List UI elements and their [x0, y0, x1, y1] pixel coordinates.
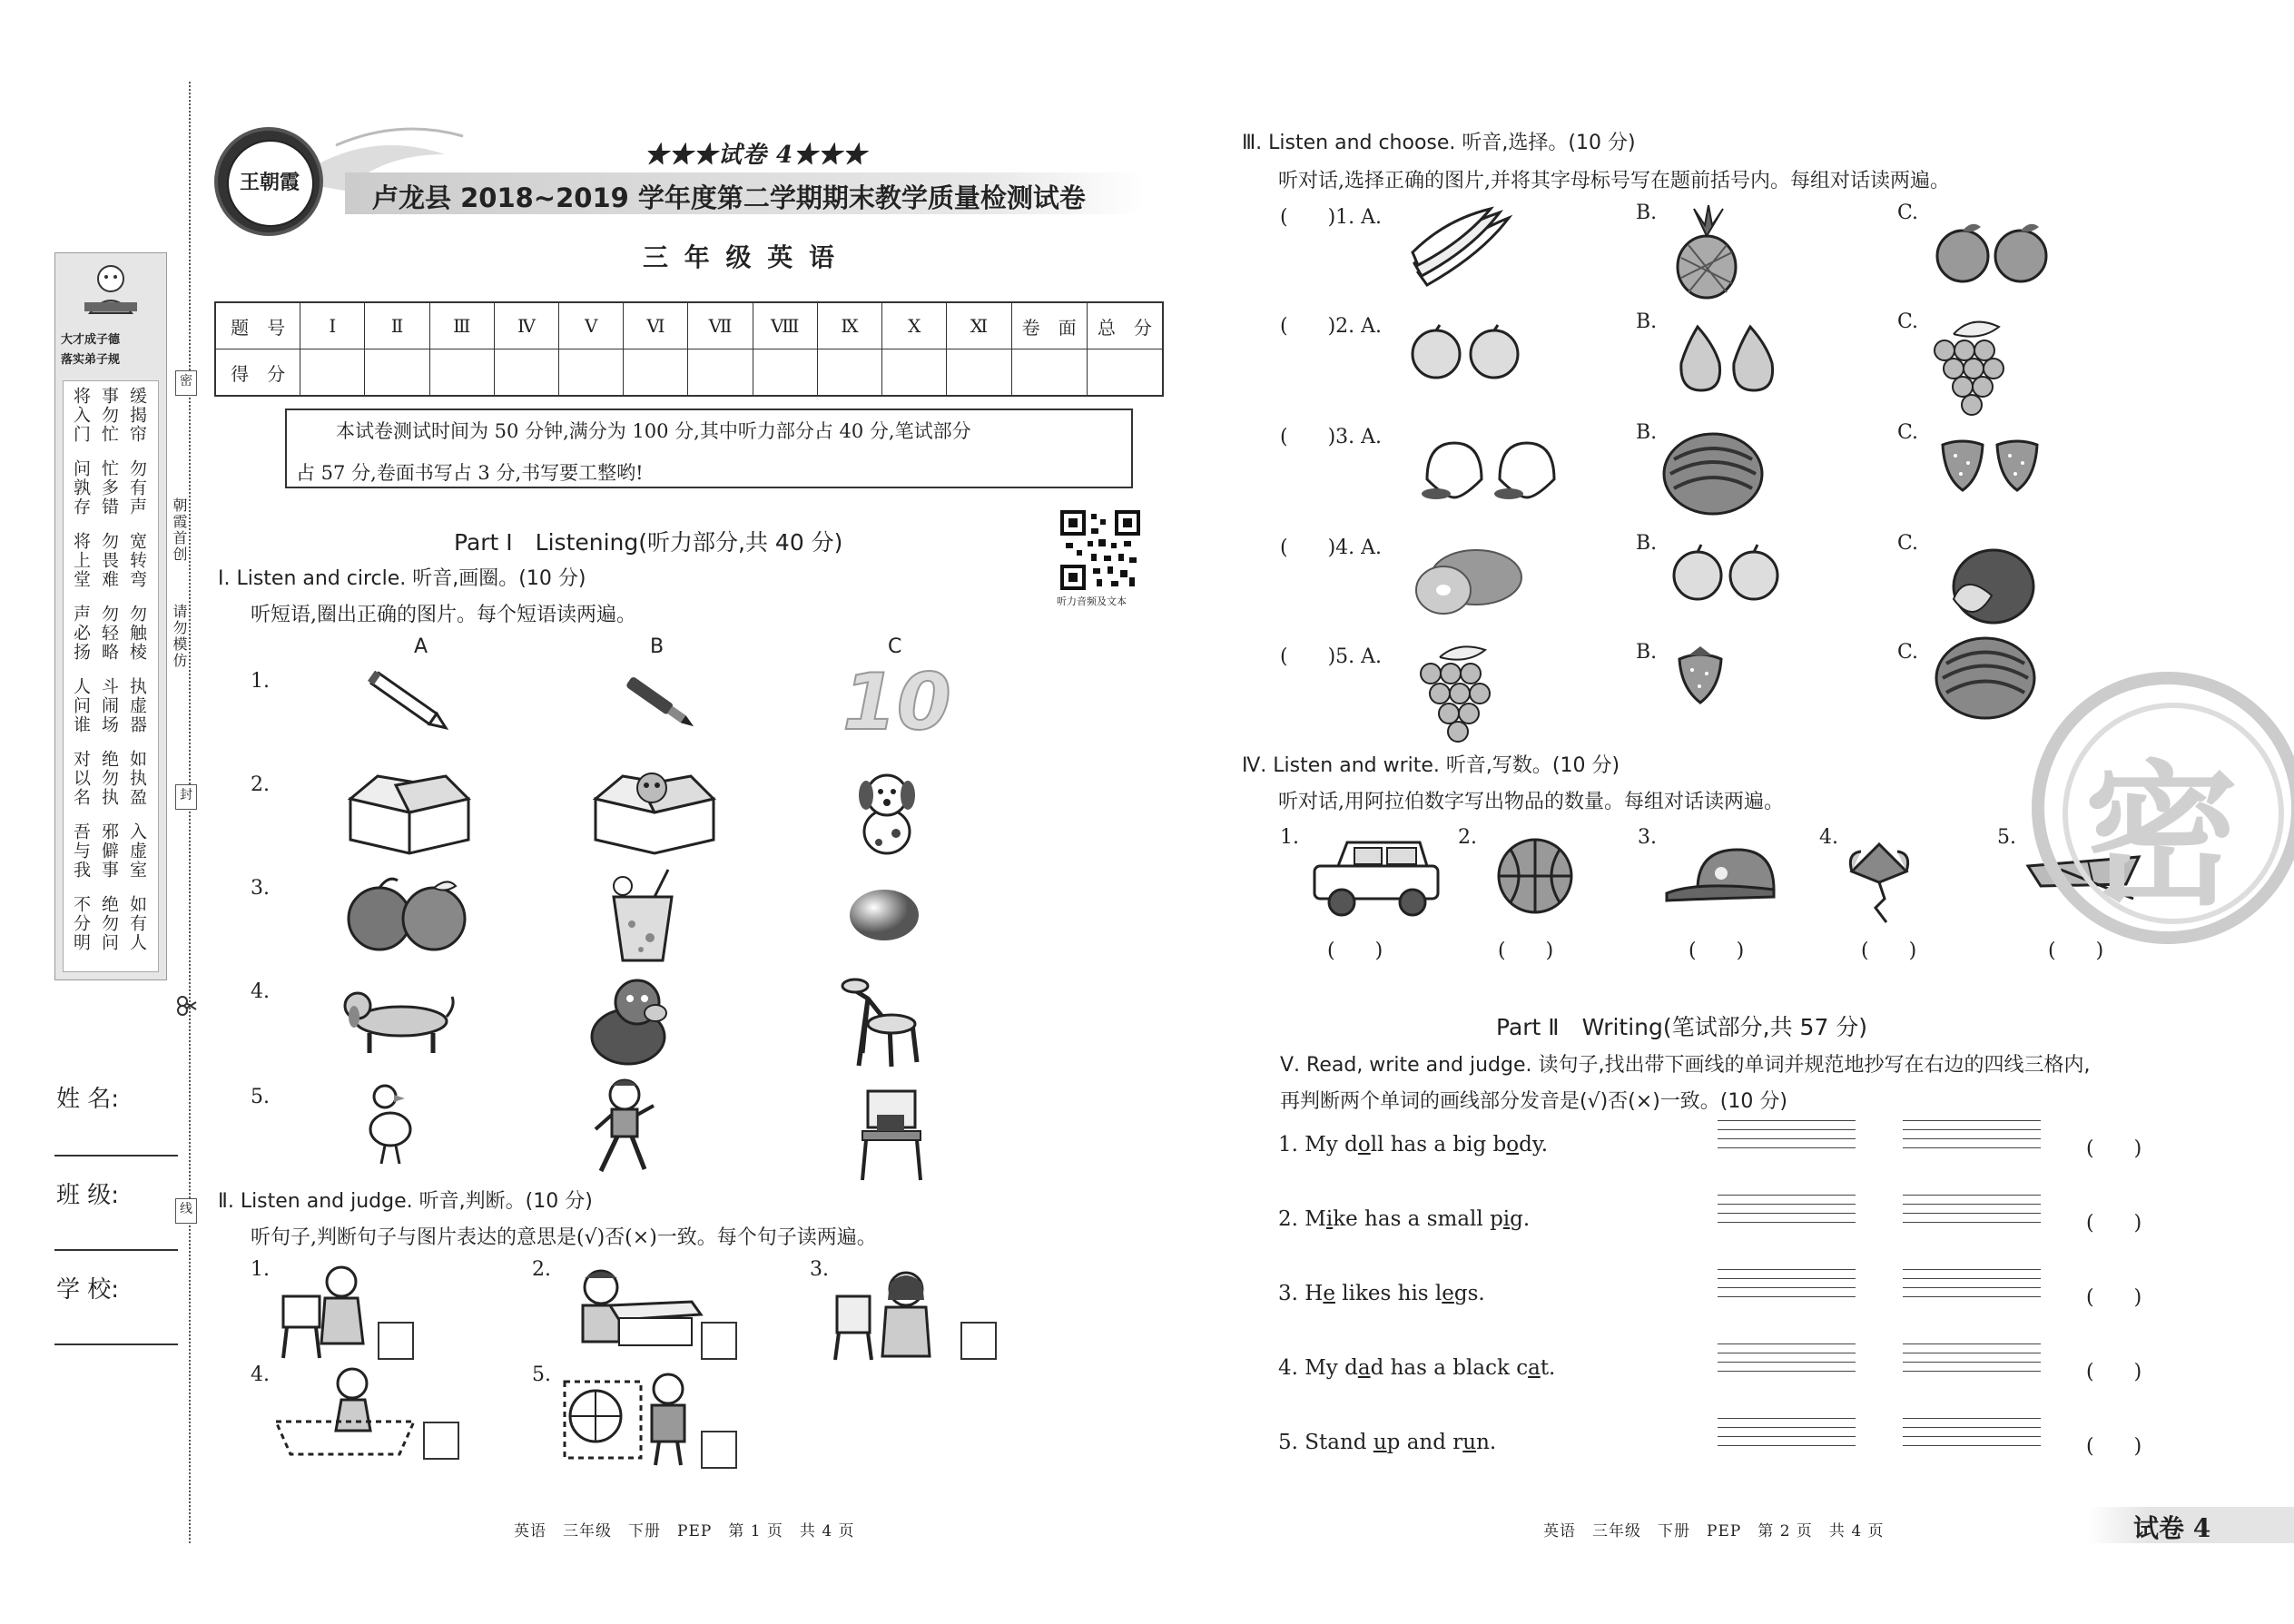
name-field[interactable] [54, 1155, 178, 1156]
sentence-text: p [1490, 1207, 1503, 1231]
score-header-cell: 题 号 [215, 302, 300, 349]
motto-column: 忙多错 [99, 459, 119, 517]
judge-answer-5[interactable]: ( ) [2086, 1435, 2142, 1458]
col-header-b: B [650, 635, 665, 658]
boy-at-desk-icon [556, 1269, 701, 1360]
score-row-label: 得 分 [215, 349, 300, 397]
motto-column: 邪僻事 [99, 822, 119, 880]
write-num-3: 3. [1638, 826, 1657, 849]
boy-with-ball-icon [559, 1369, 695, 1469]
score-cell[interactable] [882, 349, 947, 397]
option-c-label: C. [1897, 202, 1919, 224]
kite-icon[interactable] [1843, 835, 1915, 926]
sec1-instructions: 听短语,圈出正确的图片。每个短语读两遍。 [251, 604, 636, 626]
motto-column: 绝勿执 [99, 750, 119, 807]
underlined-letter: a [1357, 1356, 1371, 1380]
motto-column: 如有人 [127, 895, 147, 952]
motto-column: 缓揭帘 [127, 387, 147, 444]
option-b-label: B. [1636, 202, 1658, 224]
name-label: 姓 名: [56, 1086, 120, 1113]
write-num-5: 5. [1997, 826, 2016, 849]
sentence-text: d has a black [1370, 1356, 1517, 1380]
school-label: 学 校: [56, 1276, 120, 1304]
exam-title: 卢龙县 2018~2019 学年度第二学期期末教学质量检测试卷 [372, 182, 1086, 213]
score-cell[interactable] [688, 349, 753, 397]
score-header-cell: Ⅴ [559, 302, 624, 349]
sentence-4 [1278, 1356, 1555, 1380]
sec2-title: Ⅱ. Listen and judge. 听音,判断。(10 分) [218, 1190, 593, 1213]
score-cell[interactable] [1011, 349, 1087, 397]
sentence-text: n. [1476, 1431, 1497, 1454]
cut-mark-2: 封 [175, 784, 197, 810]
motto-column: 斗闹场 [99, 677, 119, 734]
four-line-writing-grid[interactable] [1718, 1418, 1856, 1454]
score-header-cell: 总 分 [1087, 302, 1163, 349]
egg-icon[interactable] [848, 888, 921, 942]
underlined-letter: i [1502, 1207, 1511, 1231]
score-header-cell: 卷 面 [1011, 302, 1087, 349]
score-cell[interactable] [817, 349, 881, 397]
four-line-writing-grid[interactable] [1718, 1195, 1856, 1231]
sentence-text: p and [1386, 1431, 1453, 1454]
two-pears-icon[interactable] [1670, 318, 1779, 394]
score-header-cell: Ⅰ [300, 302, 365, 349]
binding-dotted-line [189, 82, 191, 1543]
score-header-cell: Ⅶ [688, 302, 753, 349]
sentence-text: c [1516, 1356, 1529, 1380]
choose-question-4[interactable]: ( )4. A. [1280, 536, 1383, 559]
score-header-cell: Ⅷ [753, 302, 817, 349]
sentence-text: 3. [1278, 1282, 1305, 1305]
motto-panel [54, 252, 167, 980]
pencil-icon[interactable] [363, 670, 454, 733]
motto-heading-1: 大才成子德 [61, 333, 121, 347]
sec1-title: Ⅰ. Listen and circle. 听音,画圈。(10 分) [218, 567, 586, 590]
logo-badge [214, 127, 323, 236]
school-field[interactable] [54, 1343, 178, 1345]
four-line-writing-grid[interactable] [1718, 1269, 1856, 1305]
motto-column: 绝勿问 [99, 895, 119, 952]
basketball-icon[interactable] [1494, 835, 1576, 917]
score-cell[interactable] [753, 349, 817, 397]
motto-column: 问孰存 [71, 459, 91, 517]
col-header-a: A [414, 635, 428, 658]
grapes-icon-a[interactable] [1413, 641, 1494, 744]
sentence-3 [1278, 1282, 1485, 1305]
judge-num-4: 4. [251, 1363, 270, 1386]
score-header-cell: Ⅺ [947, 302, 1011, 349]
col-header-c: C [888, 635, 902, 658]
side-note-no-copy: 请勿模仿 [171, 604, 188, 669]
logo-text: 王朝霞 [239, 171, 300, 194]
choose-question-5[interactable]: ( )5. A. [1280, 645, 1383, 668]
sentence-text: b [1492, 1133, 1507, 1156]
grapes-icon[interactable] [1926, 314, 2008, 418]
two-oranges-icon-c[interactable] [1934, 220, 2052, 283]
sentence-text: d [1344, 1356, 1358, 1380]
notice-box [285, 408, 1133, 488]
write-num-1: 1. [1280, 826, 1299, 849]
sentence-text: 2. [1278, 1207, 1305, 1231]
sentence-text: g. [1510, 1207, 1531, 1231]
option-b-label: B. [1636, 532, 1658, 555]
row-num-2: 2. [251, 773, 270, 796]
score-cell[interactable] [365, 349, 429, 397]
four-line-writing-grid[interactable] [1718, 1343, 1856, 1380]
footer-right: 英语 三年级 下册 PEP 第 2 页 共 4 页 [1543, 1522, 1885, 1540]
kiwi-icon[interactable] [1407, 545, 1525, 617]
score-header-cell: Ⅵ [624, 302, 688, 349]
part2-title: Part Ⅱ Writing(笔试部分,共 57 分) [1496, 1014, 1868, 1040]
class-field[interactable] [54, 1249, 178, 1251]
underlined-letter: o [1357, 1133, 1371, 1156]
score-cell[interactable] [494, 349, 558, 397]
sentence-text: 4. My [1278, 1356, 1345, 1380]
score-cell[interactable] [559, 349, 624, 397]
chair-with-bag-icon[interactable] [855, 1088, 928, 1182]
greyhound-icon[interactable] [835, 971, 926, 1071]
chick-icon[interactable] [363, 1080, 418, 1166]
sentence-1 [1278, 1133, 1548, 1156]
judge-checkbox-4[interactable] [423, 1422, 459, 1460]
motto-column: 如执盈 [127, 750, 147, 807]
motto-column: 人问谁 [71, 677, 91, 734]
watermelon-icon-c[interactable] [1934, 635, 2037, 721]
sentence-text: M [1305, 1207, 1326, 1231]
juice-glass-icon[interactable] [605, 870, 681, 964]
underlined-letter: o [1506, 1133, 1520, 1156]
score-cell[interactable] [300, 349, 365, 397]
confidential-stamp [2032, 672, 2294, 944]
choose-question-1[interactable]: ( )1. A. [1280, 206, 1383, 229]
write-answer-1[interactable]: ( ) [1327, 940, 1383, 962]
score-header-cell: Ⅹ [882, 302, 947, 349]
choose-question-3[interactable]: ( )3. A. [1280, 426, 1383, 448]
score-header-cell: Ⅳ [494, 302, 558, 349]
judge-answer-1[interactable]: ( ) [2086, 1137, 2142, 1160]
row-num-4: 4. [251, 980, 270, 1003]
motto-column: 宽转弯 [127, 532, 147, 589]
sentence-5 [1278, 1431, 1496, 1454]
cut-mark-1: 密 [175, 370, 197, 396]
sec3-instructions: 听对话,选择正确的图片,并将其字母标号写在题前括号内。每组对话读两遍。 [1278, 170, 1950, 192]
judge-answer-2[interactable]: ( ) [2086, 1212, 2142, 1235]
motto-column: 勿畏难 [99, 532, 119, 589]
motto-column: 勿触棱 [127, 605, 147, 662]
option-b-label: B. [1636, 310, 1658, 333]
two-peaches-icon[interactable] [1409, 434, 1563, 503]
underlined-letter: e [1323, 1282, 1335, 1305]
row-num-1: 1. [251, 670, 270, 693]
sentence-text: r [1452, 1431, 1463, 1454]
judge-num-2: 2. [532, 1258, 551, 1281]
sentence-text: dy. [1519, 1133, 1549, 1156]
option-b-label: B. [1636, 641, 1658, 664]
four-line-writing-grid[interactable] [1718, 1120, 1856, 1156]
underlined-letter: a [1528, 1356, 1541, 1380]
watermelon-icon[interactable] [1661, 432, 1765, 516]
motto-column: 对以名 [71, 750, 91, 807]
sentence-text: H [1305, 1282, 1324, 1305]
scissors-icon [176, 995, 198, 1017]
sec5-title: Ⅴ. Read, write and judge. 读句子,找出带下画线的单词并规范地抄写在右边的四线三格内, [1280, 1054, 2091, 1077]
write-num-4: 4. [1819, 826, 1838, 849]
strawberry-icon[interactable] [1676, 646, 1725, 704]
footer-tab-label: 试卷 4 [2133, 1513, 2211, 1543]
score-cell[interactable] [1087, 349, 1163, 397]
exam-subtitle: 三 年 级 英 语 [643, 242, 838, 272]
girl-by-chair-icon [278, 1262, 372, 1362]
score-header-cell: Ⅲ [429, 302, 494, 349]
sec4-instructions: 听对话,用阿拉伯数字写出物品的数量。每组对话读两遍。 [1278, 791, 1784, 813]
judge-num-3: 3. [810, 1258, 829, 1281]
sentence-text: gs. [1453, 1282, 1485, 1305]
write-num-2: 2. [1458, 826, 1477, 849]
score-header-cell: Ⅸ [817, 302, 881, 349]
sentence-2 [1278, 1207, 1530, 1231]
motto-column: 声必扬 [71, 605, 91, 662]
banana-icon[interactable] [1409, 209, 1518, 290]
write-answer-5[interactable]: ( ) [2048, 940, 2104, 962]
write-answer-2[interactable]: ( ) [1498, 940, 1554, 962]
pineapple-icon[interactable] [1672, 205, 1741, 300]
two-apples-icon-b[interactable] [1670, 543, 1783, 601]
motto-text-area [63, 380, 159, 972]
motto-column: 勿有声 [127, 459, 147, 517]
underlined-letter: u [1373, 1431, 1387, 1454]
judge-num-5: 5. [532, 1363, 551, 1386]
sec4-title: Ⅳ. Listen and write. 听音,写数。(10 分) [1242, 754, 1620, 777]
motto-column: 勿轻略 [99, 605, 119, 662]
footer-left: 英语 三年级 下册 PEP 第 1 页 共 4 页 [514, 1522, 855, 1540]
girl-behind-chair-icon [830, 1269, 939, 1363]
cut-mark-3: 线 [175, 1198, 197, 1224]
exam-badge: ★★★试卷 4★★★ [645, 142, 868, 169]
score-cell[interactable] [624, 349, 688, 397]
footer-tab [2088, 1507, 2294, 1543]
score-cell[interactable] [947, 349, 1011, 397]
bulldog-icon[interactable] [581, 977, 681, 1068]
judge-answer-4[interactable]: ( ) [2086, 1361, 2142, 1383]
sec2-instructions: 听句子,判断句子与图片表达的意思是(√)否(×)一致。每个句子读两遍。 [251, 1226, 877, 1249]
motto-column: 执虚器 [127, 677, 147, 734]
sentence-text: 5. Stand [1278, 1431, 1373, 1454]
empty-box-icon[interactable] [341, 763, 478, 853]
score-header-cell: Ⅱ [365, 302, 429, 349]
scholar-figure-icon [72, 262, 150, 317]
side-note-original: 朝霞首创 [171, 497, 188, 563]
stamp-text: 密 [2084, 745, 2240, 927]
judge-num-1: 1. [251, 1258, 270, 1281]
part1-title: Part Ⅰ Listening(听力部分,共 40 分) [454, 529, 843, 556]
option-b-label: B. [1636, 421, 1658, 444]
underlined-letter: i [1325, 1207, 1334, 1231]
option-c-label: C. [1897, 421, 1919, 444]
judge-answer-3[interactable]: ( ) [2086, 1286, 2142, 1309]
class-label: 班 级: [56, 1182, 120, 1209]
motto-column: 将上堂 [71, 532, 91, 589]
score-table [214, 301, 1164, 397]
pen-icon[interactable] [617, 675, 699, 730]
score-cell[interactable] [429, 349, 494, 397]
motto-column: 将入门 [71, 387, 91, 444]
write-answer-3[interactable]: ( ) [1689, 940, 1745, 962]
cap-icon[interactable] [1661, 844, 1779, 910]
sentence-text: l [1434, 1282, 1442, 1305]
sentence-text: likes his [1334, 1282, 1435, 1305]
sentence-text: 1. My [1278, 1133, 1345, 1156]
sentence-text: ke has a small [1333, 1207, 1491, 1231]
jeep-icon[interactable] [1307, 835, 1443, 917]
durian-icon[interactable] [1937, 545, 2037, 632]
qr-code-icon[interactable] [1060, 510, 1140, 590]
sentence-text: d [1344, 1133, 1358, 1156]
two-oranges-icon[interactable] [343, 875, 474, 951]
sentence-text: t. [1540, 1356, 1556, 1380]
option-c-label: C. [1897, 532, 1919, 555]
motto-column: 事勿忙 [99, 387, 119, 444]
sec3-title: Ⅲ. Listen and choose. 听音,选择。(10 分) [1242, 132, 1636, 154]
motto-column: 入虚室 [127, 822, 147, 880]
box-with-toy-icon[interactable] [586, 753, 723, 853]
judge-checkbox-3[interactable] [960, 1322, 997, 1360]
two-strawberries-icon[interactable] [1934, 432, 2046, 494]
judge-checkbox-1[interactable] [378, 1322, 414, 1360]
underlined-letter: e [1442, 1282, 1454, 1305]
judge-checkbox-5[interactable] [701, 1431, 737, 1469]
row-num-5: 5. [251, 1086, 270, 1108]
girl-with-boat-icon [272, 1367, 418, 1462]
motto-column: 吾与我 [71, 822, 91, 880]
option-c-label: C. [1897, 641, 1919, 664]
judge-checkbox-2[interactable] [701, 1322, 737, 1360]
four-line-writing-grid[interactable] [1903, 1343, 2041, 1380]
dog-sitting-icon[interactable] [846, 768, 928, 859]
underlined-letter: u [1462, 1431, 1477, 1454]
boy-running-icon[interactable] [588, 1078, 661, 1178]
motto-column: 不分明 [71, 895, 91, 952]
sec5-title-line2: 再判断两个单词的画线部分发音是(√)否(×)一致。(10 分) [1280, 1090, 1787, 1113]
choose-question-2[interactable]: ( )2. A. [1280, 315, 1383, 338]
two-apples-icon[interactable] [1407, 325, 1525, 379]
four-line-writing-grid[interactable] [1903, 1195, 2041, 1231]
option-c-label: C. [1897, 310, 1919, 333]
sentence-text: ll has a big [1370, 1133, 1493, 1156]
notice-line-1: 本试卷测试时间为 50 分钟,满分为 100 分,其中听力部分占 40 分,笔试部分 [336, 420, 971, 442]
four-line-writing-grid[interactable] [1903, 1418, 2041, 1454]
notice-line-2: 占 57 分,卷面书写占 3 分,书写要工整哟! [296, 462, 644, 484]
write-answer-4[interactable]: ( ) [1861, 940, 1917, 962]
number-ten-image[interactable]: 10 [842, 657, 951, 748]
qr-caption: 听力音频及文本 [1057, 595, 1127, 607]
motto-heading-2: 落实弟子规 [61, 353, 121, 367]
row-num-3: 3. [251, 877, 270, 900]
four-line-writing-grid[interactable] [1903, 1120, 2041, 1156]
dachshund-icon[interactable] [338, 980, 456, 1057]
four-line-writing-grid[interactable] [1903, 1269, 2041, 1305]
